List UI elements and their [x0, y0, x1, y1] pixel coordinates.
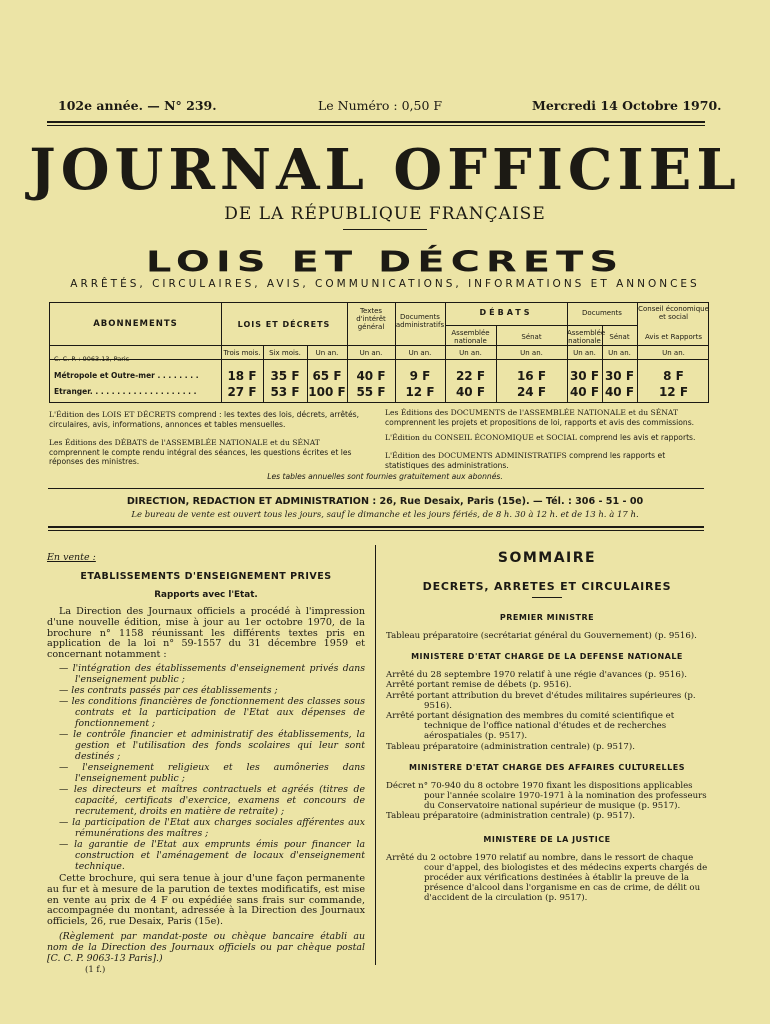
subscription-title: ABONNEMENTS	[93, 319, 178, 329]
price-cell: 55 F	[356, 385, 386, 399]
journal-title: JOURNAL OFFICIEL	[29, 137, 741, 203]
price-cell: 12 F	[658, 385, 689, 399]
masthead-divider	[343, 229, 427, 230]
sommaire-item: Décret n° 70-940 du 8 octobre 1970 fixant les dispositions applicables pour l'année scolaire 1970-1971 à la nomination des professeurs du Conservatoire national supérieur de musique (p. 9517).	[386, 780, 707, 812]
list-item: — la garantie de l'Etat aux emprunts émis pour financer la construction et l'aménagement de locaux d'enseignement technique.	[59, 838, 365, 872]
row-label-etranger: Etranger. . . . . . . . . . . . . . . . . . . .	[54, 387, 197, 396]
sommaire-item: Arrêté du 28 septembre 1970 relatif à une régie d'avances (p. 9516).	[386, 670, 687, 681]
note-lois: L'Édition des LOIS ET DÉCRETS comprend : les textes des lois, décrets, arrêtés, circulaires, avis, informations, annonces et tables mensuelles.	[49, 410, 360, 429]
note-documents: Les Éditions des DOCUMENTS de l'ASSEMBLÉE NATIONALE et du SÉNAT comprennent les projets et propositions de loi, rapports et avis des commissions.	[385, 408, 695, 427]
decrets-divider	[532, 597, 562, 598]
price-cell: 40 F	[604, 385, 635, 399]
price-cell: 18 F	[227, 369, 257, 383]
sommaire-item: Tableau préparatoire (secrétariat général du Gouvernement) (p. 9516).	[386, 631, 697, 641]
price-cell: 22 F	[455, 369, 486, 383]
brochure-heading: ETABLISSEMENTS D'ENSEIGNEMENT PRIVES	[80, 571, 332, 582]
issue-price: Le Numéro : 0,50 F	[318, 98, 443, 113]
lois-header: LOIS ET DÉCRETS	[237, 320, 331, 329]
documents-assemblee: Assemblée nationale	[567, 329, 606, 345]
list-item: — les directeurs et maîtres contractuels et agréés (titres de capacité, certificats d'exercice, examens et concours de recrutement, droits en matière de retraite) ;	[59, 783, 365, 817]
debats-header: DÉBATS	[479, 308, 533, 317]
sommaire-item: Arrêté portant remise de débets (p. 9516).	[386, 680, 572, 691]
textes-header: Textes d'intérêt général	[356, 307, 386, 331]
price-cell: 53 F	[270, 385, 300, 399]
sales-hours: Le bureau de vente est ouvert tous les jours, sauf le dimanche et les jours fériés, de 8 h. 30 à 12 h. et de 13 h. à 17 h.	[131, 510, 639, 520]
ccp-number: C. C. P. : 9063.13, Paris	[54, 355, 130, 363]
documents-senat: Sénat	[609, 333, 630, 341]
issue-date: Mercredi 14 Octobre 1970.	[532, 98, 722, 113]
list-item: — la participation de l'Etat aux charges sociales afférentes aux rémunérations des maîtres ;	[59, 816, 365, 839]
list-item: — les conditions financières de fonctionnement des classes sous contrats et la participation de l'Etat aux dépenses de fonctionnement ;	[59, 695, 365, 729]
sommaire-title: SOMMAIRE	[497, 550, 597, 566]
note-admin: L'Édition des DOCUMENTS ADMINISTRATIFS comprend les rapports et statistiques des administrations.	[385, 451, 666, 470]
price-cell: 40 F	[569, 385, 600, 399]
right-column	[386, 552, 708, 904]
sommaire-item: Arrêté portant désignation des membres du comité scientifique et technique de l'office national d'études et de recherches aérospatiales (p. 9517).	[386, 711, 675, 742]
issue-number: 102e année. — N° 239.	[58, 98, 217, 113]
period: Trois mois.	[223, 349, 261, 357]
section-title-justice: MINISTERE DE LA JUSTICE	[483, 834, 611, 844]
row-label-metropole: Métropole et Outre-mer . . . . . . . .	[54, 371, 199, 380]
period: Un an.	[608, 349, 631, 357]
period: Un an.	[408, 349, 432, 357]
journal-subtitle: DE LA RÉPUBLIQUE FRANÇAISE	[224, 204, 546, 224]
header-rule-thin	[47, 125, 705, 126]
en-vente-label: En vente :	[47, 552, 96, 563]
period: Six mois.	[269, 349, 301, 357]
section-title-defense: MINISTERE D'ETAT CHARGE DE LA DEFENSE NATIONALE	[411, 652, 683, 662]
decrets-heading: DECRETS, ARRETES ET CIRCULAIRES	[422, 580, 672, 593]
brochure-intro: La Direction des Journaux officiels a procédé à l'impression d'une nouvelle édition, mise à jour au 1er octobre 1970, de la brochure n° 1158 réunissant les différents textes pris en application de la loi n° 59-1557 du 31 décembre 1959 et concernant notamment :	[47, 606, 365, 661]
note-tables: Les tables annuelles sont fournies gratuitement aux abonnés.	[267, 472, 503, 481]
left-column	[47, 552, 365, 976]
period: Un an.	[359, 349, 383, 357]
section-title-premier-ministre: PREMIER MINISTRE	[499, 613, 595, 622]
price-cell: 9 F	[409, 369, 431, 383]
section-title: LOIS ET DÉCRETS	[145, 245, 625, 279]
list-item: — les contrats passés par ces établissements ;	[59, 684, 278, 696]
brochure-subheading: Rapports avec l'Etat.	[154, 590, 258, 600]
price-cell: 100 F	[308, 385, 346, 399]
debats-assemblee: Assemblée nationale	[451, 329, 490, 345]
direction-rule-top	[48, 488, 704, 489]
period: Un an.	[662, 349, 685, 357]
price-cell: 16 F	[516, 369, 547, 383]
debats-senat: Sénat	[521, 333, 542, 341]
documents-header: Documents	[582, 309, 622, 317]
note-conseil: L'Édition du CONSEIL ÉCONOMIQUE et SOCIAL comprend les avis et rapports.	[385, 433, 696, 442]
price-cell: 12 F	[405, 385, 435, 399]
price-cell: 27 F	[227, 385, 257, 399]
price-cell: 65 F	[312, 369, 342, 383]
brochure-items	[47, 663, 365, 872]
sommaire-item: Tableau préparatoire (administration centrale) (p. 9517).	[386, 741, 635, 752]
note-debats: Les Éditions des DÉBATS de l'ASSEMBLÉE NATIONALE et du SÉNAT comprennent le compte rendu intégral des séances, les questions écrites et les réponses des ministres.	[49, 438, 352, 466]
price-cell: 35 F	[270, 369, 300, 383]
column-divider	[375, 545, 376, 965]
sommaire-item: Tableau préparatoire (administration centrale) (p. 9517).	[386, 811, 635, 822]
period: Un an.	[520, 349, 543, 357]
period: Un an.	[315, 349, 339, 357]
list-item: — l'intégration des établissements d'enseignement privés dans l'enseignement public ;	[59, 662, 365, 685]
subscription-table	[49, 302, 709, 403]
price-cell: 24 F	[516, 385, 547, 399]
period: Un an.	[459, 349, 482, 357]
payment-note: (Règlement par mandat-poste ou chèque bancaire établi au nom de la Direction des Journaux officiels ou par chèque postal [C. C. P. 9063-13 Paris].)	[47, 930, 365, 964]
price-cell: 30 F	[569, 369, 600, 383]
direction-address: DIRECTION, REDACTION ET ADMINISTRATION : 26, Rue Desaix, Paris (15e). — Tél. : 306 - 51 - 00	[126, 496, 644, 507]
direction-rule-bottom-thin	[48, 530, 704, 531]
documents-admin-header: Documents administratifs	[395, 313, 445, 329]
price-cell: 40 F	[455, 385, 486, 399]
conseil-header: Conseil économique et social	[638, 305, 709, 321]
price-cell: 40 F	[356, 369, 386, 383]
page-marker: (1 f.)	[85, 965, 106, 976]
period: Un an.	[573, 349, 596, 357]
sommaire-item: Arrêté portant attribution du brevet d'études militaires supérieures (p. 9516).	[386, 690, 696, 711]
list-item: — l'enseignement religieux et les aumôneries dans l'enseignement public ;	[59, 761, 365, 784]
direction-rule-bottom	[48, 526, 704, 528]
price-cell: 30 F	[604, 369, 635, 383]
avis-header: Avis et Rapports	[644, 333, 703, 341]
list-item: — le contrôle financier et administratif des établissements, la gestion et l'utilisation des fonds scolaires qui leur sont destinés ;	[59, 728, 365, 762]
sommaire-item: Arrêté du 2 octobre 1970 relatif au nombre, dans le ressort de chaque cour d'appel, des biologistes et des médecins experts chargés de procéder aux vérifications destinées à établir la preuve de la présence d'alcool dans l'organisme en cas de crime, de délit ou d'accident de la circulation (p. 9517).	[386, 852, 708, 904]
tagline: ARRÊTÉS, CIRCULAIRES, AVIS, COMMUNICATIONS, INFORMATIONS ET ANNONCES	[70, 278, 700, 290]
section-title-culture: MINISTERE D'ETAT CHARGE DES AFFAIRES CULTURELLES	[409, 762, 685, 772]
brochure-closing: Cette brochure, qui sera tenue à jour d'une façon permanente au fur et à mesure de la parution de textes modificatifs, est mise en vente au prix de 4 F ou expédiée sans frais sur commande, accompagnée du montant, adressée à la Direction des Journaux officiels, 26, rue Desaix, Paris (15e).	[47, 872, 365, 928]
price-cell: 8 F	[663, 369, 684, 383]
header-rule	[47, 121, 705, 123]
